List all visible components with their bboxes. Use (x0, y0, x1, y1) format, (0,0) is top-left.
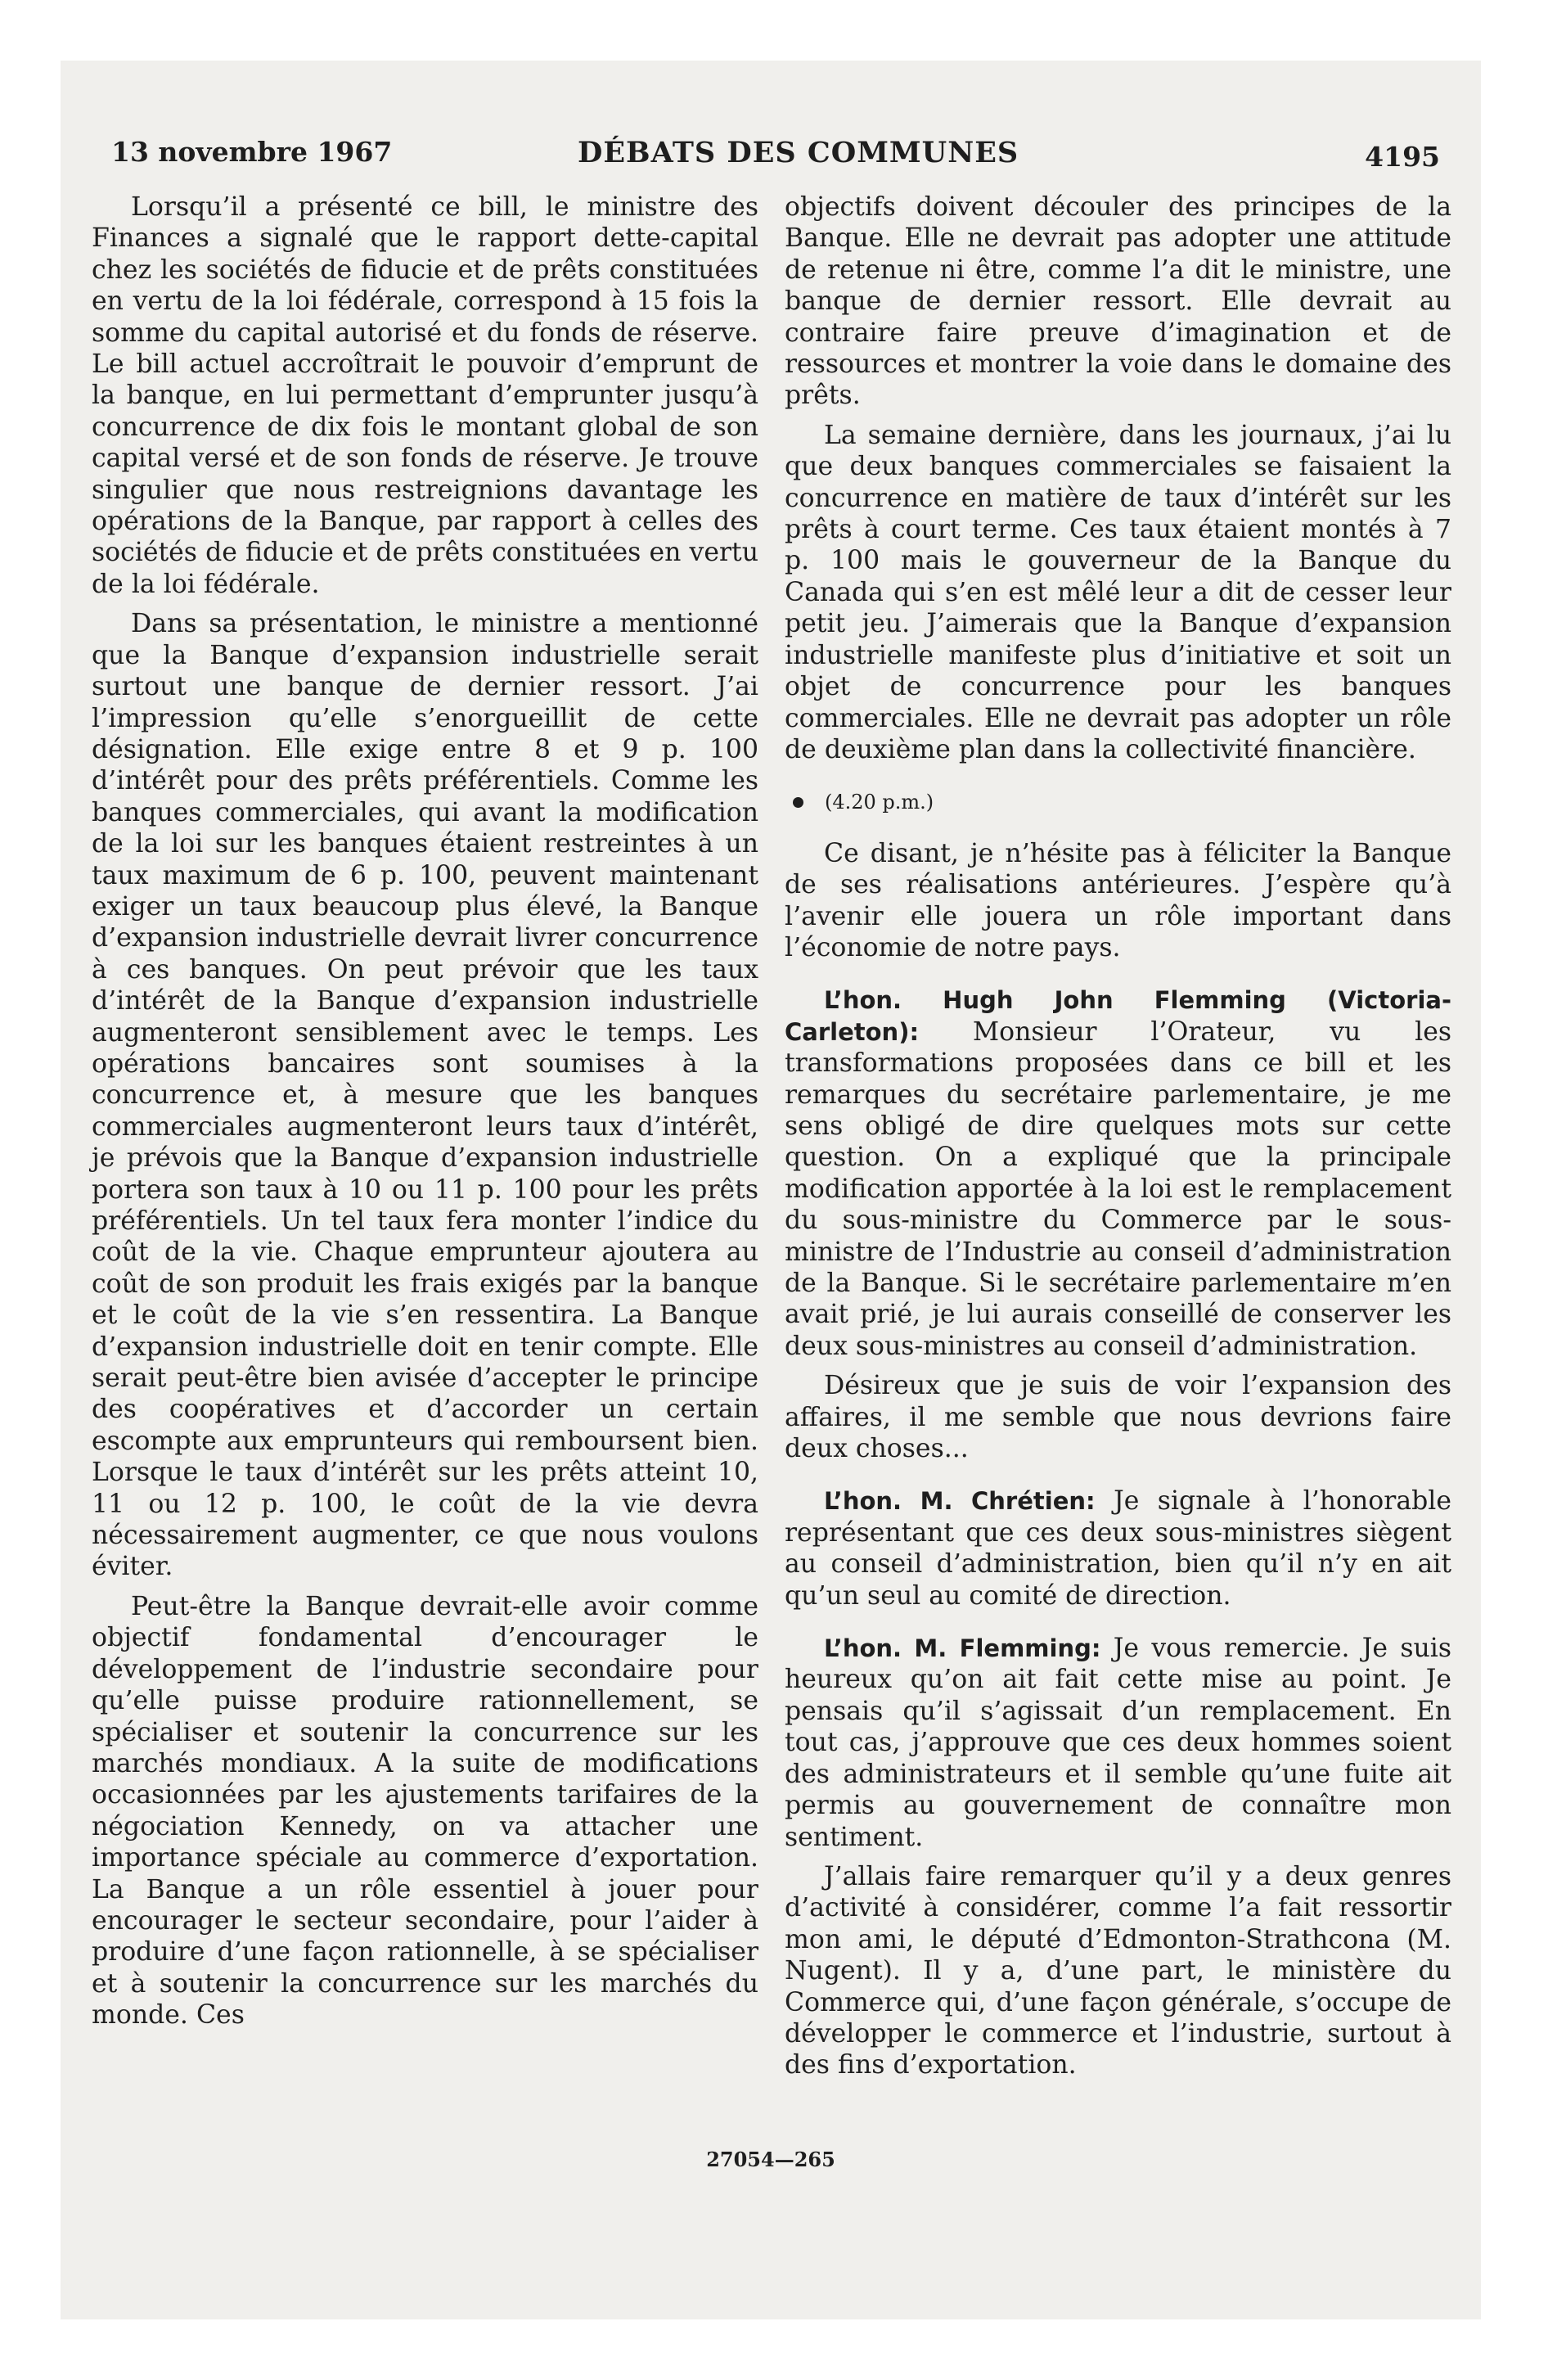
page-sheet (61, 61, 1481, 2319)
footer-code: 27054—265 (706, 2148, 835, 2171)
speaker-name: L’hon. Hugh John Flemming (Victoria-Carleton): (785, 986, 1451, 1046)
page-header (61, 136, 1481, 185)
paragraph: J’allais faire remarquer qu’il y a deux genres d’activité à considérer, comme l’a fait ressortir mon ami, le député d’Edmonton-Strathcona (M. Nugent). Il y a, d’une part, le ministère du Commerce qui, d’une façon générale, s’occupe de développer le commerce et l’industrie, surtout à des fins d’exportation. (785, 1861, 1451, 2080)
speaker-name: L’hon. M. Chrétien: (824, 1487, 1096, 1516)
header-date: 13 novembre 1967 (111, 136, 393, 168)
time-marker-text: (4.20 p.m.) (825, 791, 934, 814)
page-number: 4195 (1365, 141, 1440, 173)
time-marker (785, 787, 1451, 818)
paragraph: Lorsqu’il a présenté ce bill, le ministre des Finances a signalé que le rapport dette-capital chez les sociétés de fiducie et de prêts constituées en vertu de la loi fédérale, correspond à 15 fois la somme du capital autorisé et du fonds de réserve. Le bill actuel accroîtrait le pouvoir d’emprunt de la banque, en lui permettant d’emprunter jusqu’à concurrence de dix fois le montant global de son capital versé et de son fonds de réserve. Je trouve singulier que nous restreignions davantage les opérations de la Banque, par rapport à celles des sociétés de fiducie et de prêts constituées en vertu de la loi fédérale. (92, 192, 758, 599)
paragraph: La semaine dernière, dans les journaux, j’ai lu que deux banques commerciales se faisaient la concurrence en matière de taux d’intérêt sur les prêts à court terme. Ces taux étaient montés à 7 p. 100 mais le gouverneur de la Banque du Canada qui s’en est mêlé leur a dit de cesser leur petit jeu. J’aimerais que la Banque d’expansion industrielle manifeste plus d’initiative et soit un objet de concurrence pour les banques commerciales. Elle ne devrait pas adopter un rôle de deuxième plan dans la collectivité financière. (785, 420, 1451, 764)
speaker-name: L’hon. M. Flemming: (824, 1634, 1101, 1663)
speech (785, 1633, 1451, 1853)
paragraph: Désireux que je suis de voir l’expansion des affaires, il me semble que nous devrions faire deux choses... (785, 1371, 1451, 1464)
paragraph: Dans sa présentation, le ministre a mentionné que la Banque d’expansion industrielle serait surtout une banque de dernier ressort. J’ai l’impression qu’elle s’enorgueillit de cette désignation. Elle exige entre 8 et 9 p. 100 d’intérêt pour des prêts préférentiels. Comme les banques commerciales, qui avant la modification de la loi sur les banques étaient restreintes à un taux maximum de 6 p. 100, peuvent maintenant exiger un taux beaucoup plus élevé, la Banque d’expansion industrielle devrait livrer concurrence à ces banques. On peut prévoir que les taux d’intérêt de la Banque d’expansion industrielle augmenteront sensiblement avec le temps. Les opérations bancaires sont soumises à la concurrence et, à mesure que les banques commerciales augmenteront leurs taux d’intérêt, je prévois que la Banque d’expansion industrielle portera son taux à 10 ou 11 p. 100 pour les prêts préférentiels. Un tel taux fera monter l’indice du coût de la vie. Chaque emprunteur ajoutera au coût de son produit les frais exigés par la banque et le coût de la vie s’en ressentira. La Banque d’expansion industrielle doit en tenir compte. Elle serait peut-être bien avisée d’accepter le principe des coopératives et d’accorder un certain escompte aux emprunteurs qui remboursent bien. Lorsque le taux d’intérêt sur les prêts atteint 10, 11 ou 12 p. 100, le coût de la vie devra nécessairement augmenter, ce que nous voulons éviter. (92, 609, 758, 1582)
speech (785, 1485, 1451, 1611)
header-title: DÉBATS DES COMMUNES (578, 136, 1019, 169)
left-column (92, 192, 758, 2031)
paragraph: Peut-être la Banque devrait-elle avoir comme objectif fondamental d’encourager le développement de l’industrie secondaire pour qu’elle puisse produire rationnellement, se spécialiser et soutenir la concurrence sur les marchés mondiaux. A la suite de modifications occasionnées par les ajustements tarifaires de la négociation Kennedy, on va attacher une importance spéciale au commerce d’exportation. La Banque a un rôle essentiel à jouer pour encourager le secteur secondaire, pour l’aider à produire d’une façon rationnelle, à se spécialiser et à soutenir la concurrence sur les marchés du monde. Ces (92, 1591, 758, 2031)
speech-text: Monsieur l’Orateur, vu les transformations proposées dans ce bill et les remarques du secrétaire parlementaire, je me sens obligé de dire quelques mots sur cette question. On a expliqué que la principale modification apportée à la loi est le remplacement du sous-ministre du Commerce par le sous-ministre de l’Industrie au conseil d’administration de la Banque. Si le secrétaire parlementaire m’en avait prié, je lui aurais conseillé de conserver les deux sous-ministres au conseil d’administration. (785, 1016, 1451, 1361)
speech-text: Je signale à l’honorable représentant que ces deux sous-ministres siègent au conseil d’administration, bien qu’il n’y en ait qu’un seul au comité de direction. (785, 1486, 1451, 1611)
bullet-icon (793, 797, 803, 808)
speech (785, 985, 1451, 1362)
right-column (785, 192, 1451, 2081)
speech-text: Je vous remercie. Je suis heureux qu’on ait fait cette mise au point. Je pensais qu’il s’agissait d’un remplacement. En tout cas, j’approuve que ces deux hommes soient des administrateurs et il semble qu’une fuite ait permis au gouvernement de connaître mon sentiment. (785, 1634, 1452, 1852)
paragraph: Ce disant, je n’hésite pas à féliciter la Banque de ses réalisations antérieures. J’espère qu’à l’avenir elle jouera un rôle important dans l’économie de notre pays. (785, 838, 1451, 962)
paragraph: objectifs doivent découler des principes de la Banque. Elle ne devrait pas adopter une attitude de retenue ni être, comme l’a dit le ministre, une banque de dernier ressort. Elle devrait au contraire faire preuve d’imagination et de ressources et montrer la voie dans le domaine des prêts. (785, 192, 1451, 411)
